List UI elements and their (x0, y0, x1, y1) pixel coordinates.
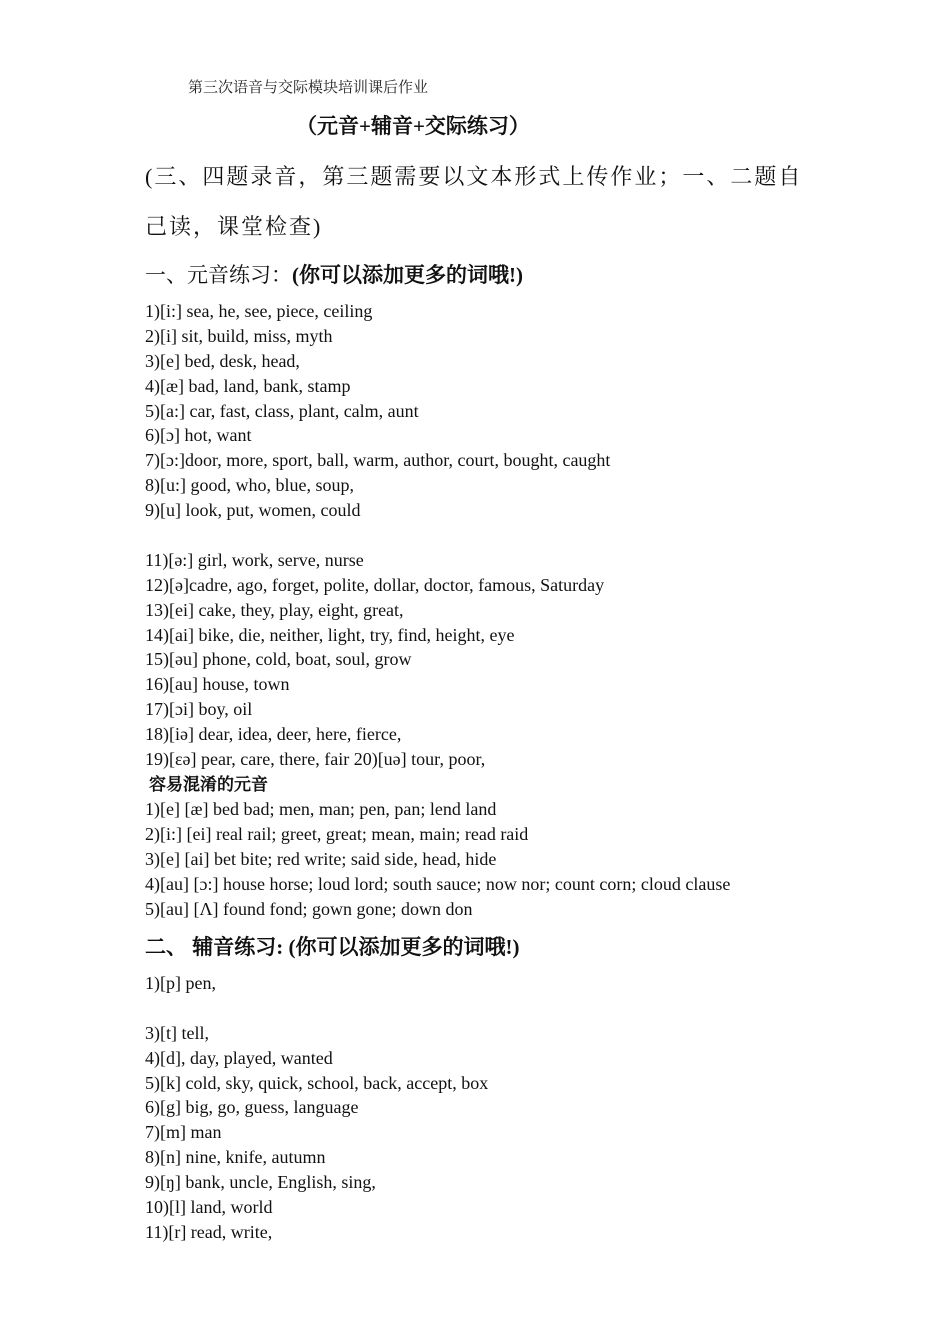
vowel-practice-list (145, 299, 610, 772)
homework-title: 第三次语音与交际模块培训课后作业 (188, 80, 429, 96)
list-item: 11)[r] read, write, (145, 1221, 273, 1242)
list-item (145, 996, 488, 1021)
list-item: 8)[u:] good, who, blue, soup, (145, 475, 354, 496)
vowel-section-heading (145, 260, 523, 290)
list-item: 15)[əu] phone, cold, boat, soul, grow (145, 649, 412, 670)
confusing-vowels-heading: 容易混淆的元音 (149, 775, 268, 794)
vowel-heading-note: (你可以添加更多的词哦!) (292, 263, 523, 287)
vowel-heading-lead: 一、元音练习： (145, 263, 292, 287)
list-item: 11)[ə:] girl, work, serve, nurse (145, 549, 364, 570)
list-item: 3)[t] tell, (145, 1022, 209, 1043)
list-item: 13)[ei] cake, they, play, eight, great, (145, 599, 404, 620)
consonant-heading-lead: 二、 辅音练习: (145, 935, 284, 959)
list-item (145, 523, 610, 548)
list-item: 19)[εə] pear, care, there, fair 20)[uə] tour, poor, (145, 749, 486, 770)
list-item: 3)[e] bed, desk, head, (145, 350, 300, 371)
list-item: 3)[e] [ai] bet bite; red write; said side, head, hide (145, 848, 497, 869)
list-item: 7)[m] man (145, 1122, 222, 1143)
list-item: 9)[ŋ] bank, uncle, English, sing, (145, 1172, 376, 1193)
list-item: 6)[g] big, go, guess, language (145, 1097, 359, 1118)
list-item: 14)[ai] bike, die, neither, light, try, find, height, eye (145, 624, 515, 645)
list-item: 5)[au] [Λ] found fond; gown gone; down don (145, 898, 473, 919)
list-item: 1)[p] pen, (145, 973, 216, 993)
confusing-vowels-list (145, 797, 730, 921)
list-item: 5)[a:] car, fast, class, plant, calm, aunt (145, 400, 419, 421)
list-item: 4)[au] [ɔ:] house horse; loud lord; south sauce; now nor; count corn; cloud clause (145, 873, 731, 894)
list-item: 16)[au] house, town (145, 674, 290, 695)
list-item: 4)[d], day, played, wanted (145, 1047, 333, 1068)
list-item: 12)[ə]cadre, ago, forget, polite, dollar, doctor, famous, Saturday (145, 574, 605, 595)
homework-instructions: (三、四题录音，第三题需要以文本形式上传作业；一、二题自己读，课堂检查) (145, 164, 803, 239)
list-item: 9)[u] look, put, women, could (145, 500, 361, 521)
list-item: 6)[ɔ] hot, want (145, 425, 252, 446)
list-item: 2)[i] sit, build, miss, myth (145, 325, 333, 346)
list-item: 17)[ɔi] boy, oil (145, 699, 253, 720)
consonant-practice-list (145, 971, 488, 1245)
list-item: 18)[iə] dear, idea, deer, here, fierce, (145, 724, 402, 745)
list-item: 1)[i:] sea, he, see, piece, ceiling (145, 301, 373, 321)
list-item: 1)[e] [æ] bed bad; men, man; pen, pan; lend land (145, 799, 497, 819)
list-item: 2)[i:] [ei] real rail; greet, great; mean, main; read raid (145, 823, 529, 844)
list-item: 7)[ɔ:]door, more, sport, ball, warm, author, court, bought, caught (145, 450, 611, 471)
homework-subtitle: （元音+辅音+交际练习） (296, 114, 530, 138)
list-item: 5)[k] cold, sky, quick, school, back, accept, box (145, 1072, 489, 1093)
list-item: 4)[æ] bad, land, bank, stamp (145, 375, 351, 396)
list-item: 8)[n] nine, knife, autumn (145, 1147, 326, 1168)
consonant-section-heading (145, 932, 519, 962)
consonant-heading-note: (你可以添加更多的词哦!) (283, 935, 520, 959)
list-item: 10)[l] land, world (145, 1197, 273, 1218)
